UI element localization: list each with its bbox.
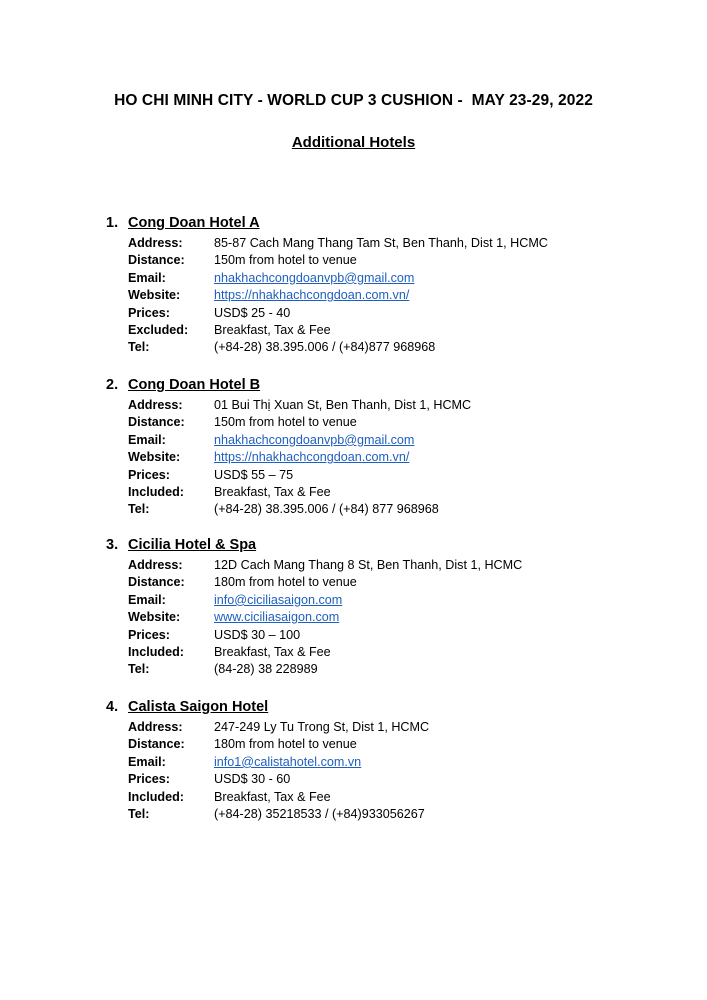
hotel-heading <box>106 699 666 719</box>
hotel-detail-row <box>106 397 666 414</box>
website-link[interactable]: www.ciciliasaigon.com <box>214 610 340 625</box>
detail-value: (+84-28) 35218533 / (+84)933056267 <box>214 806 425 821</box>
hotel-detail-row <box>106 592 666 609</box>
detail-label: Website: <box>128 288 181 303</box>
hotel-name: Cong Doan Hotel A <box>128 215 260 231</box>
hotel-heading <box>106 215 666 235</box>
detail-value: USD$ 55 – 75 <box>214 467 294 482</box>
hotel-detail-row <box>106 661 666 678</box>
detail-label: Email: <box>128 592 166 607</box>
detail-label: Distance: <box>128 737 185 752</box>
detail-value: 180m from hotel to venue <box>214 737 357 752</box>
detail-label: Address: <box>128 720 183 734</box>
detail-value: 150m from hotel to venue <box>214 253 357 268</box>
detail-label: Excluded: <box>128 322 189 337</box>
email-link[interactable]: info@ciciliasaigon.com <box>214 592 343 607</box>
detail-label: Tel: <box>128 340 150 355</box>
detail-label: Email: <box>128 754 166 769</box>
hotel-name: Calista Saigon Hotel <box>128 699 269 715</box>
page-subtitle: Additional Hotels <box>291 134 416 151</box>
detail-label: Distance: <box>128 575 185 590</box>
hotel-detail-row <box>106 287 666 304</box>
detail-label: Prices: <box>128 467 171 482</box>
detail-value: USD$ 30 – 100 <box>214 627 301 642</box>
hotel-name: Cicilia Hotel & Spa <box>128 537 257 553</box>
detail-value: 85-87 Cach Mang Thang Tam St, Ben Thanh, Dist 1, HCMC <box>214 236 548 250</box>
hotel-number: 3. <box>106 537 119 553</box>
hotel-detail-row <box>106 484 666 501</box>
detail-label: Prices: <box>128 772 171 787</box>
detail-label: Website: <box>128 610 181 625</box>
hotel-name: Cong Doan Hotel B <box>128 377 261 393</box>
detail-value: 12D Cach Mang Thang 8 St, Ben Thanh, Dist 1, HCMC <box>214 558 523 572</box>
detail-value: (+84-28) 38.395.006 / (+84) 877 968968 <box>214 502 439 517</box>
hotel-detail-row <box>106 501 666 518</box>
hotel-detail-row <box>106 627 666 644</box>
detail-value: 247-249 Ly Tu Trong St, Dist 1, HCMC <box>214 720 430 734</box>
detail-value: Breakfast, Tax & Fee <box>214 484 331 499</box>
hotel-number: 2. <box>106 377 119 393</box>
page-title: HO CHI MINH CITY - WORLD CUP 3 CUSHION - MAY 23-29, 2022 <box>114 92 593 109</box>
hotel-detail-row <box>106 270 666 287</box>
hotel-detail-row <box>106 467 666 484</box>
detail-value: Breakfast, Tax & Fee <box>214 789 331 804</box>
hotel-detail-row <box>106 736 666 753</box>
hotel-detail-row <box>106 771 666 788</box>
detail-value: USD$ 30 - 60 <box>214 772 291 787</box>
hotel-number: 1. <box>106 215 119 231</box>
hotel-detail-row <box>106 644 666 661</box>
hotel-detail-row <box>106 719 666 736</box>
detail-value: USD$ 25 - 40 <box>214 305 291 320</box>
detail-label: Included: <box>128 644 184 659</box>
detail-label: Website: <box>128 450 181 465</box>
hotel-detail-row <box>106 449 666 466</box>
website-link[interactable]: https://nhakhachcongdoan.com.vn/ <box>214 288 410 303</box>
hotel-detail-row <box>106 557 666 574</box>
detail-value: 01 Bui Thị Xuan St, Ben Thanh, Dist 1, HCMC <box>214 398 472 412</box>
detail-value: Breakfast, Tax & Fee <box>214 322 331 337</box>
hotel-number: 4. <box>106 699 119 715</box>
hotel-detail-row <box>106 252 666 269</box>
detail-label: Distance: <box>128 415 185 430</box>
detail-value: Breakfast, Tax & Fee <box>214 644 331 659</box>
detail-label: Prices: <box>128 627 171 642</box>
hotel-detail-row <box>106 754 666 771</box>
email-link[interactable]: nhakhachcongdoanvpb@gmail.com <box>214 432 415 447</box>
detail-label: Email: <box>128 432 166 447</box>
detail-label: Email: <box>128 270 166 285</box>
hotel-detail-row <box>106 432 666 449</box>
detail-label: Distance: <box>128 253 185 268</box>
hotel-entry <box>106 377 666 519</box>
hotel-entry <box>106 699 666 823</box>
hotel-detail-row <box>106 305 666 322</box>
hotel-detail-row <box>106 574 666 591</box>
hotel-detail-row <box>106 322 666 339</box>
detail-value: (+84-28) 38.395.006 / (+84)877 968968 <box>214 340 436 355</box>
website-link[interactable]: https://nhakhachcongdoan.com.vn/ <box>214 450 410 465</box>
detail-value: (84-28) 38 228989 <box>214 662 318 677</box>
detail-label: Address: <box>128 236 183 250</box>
detail-label: Prices: <box>128 305 171 320</box>
hotel-detail-row <box>106 609 666 626</box>
hotel-detail-row <box>106 235 666 252</box>
detail-value: 150m from hotel to venue <box>214 415 357 430</box>
hotel-heading <box>106 377 666 397</box>
hotel-heading <box>106 537 666 557</box>
email-link[interactable]: info1@calistahotel.com.vn <box>214 754 362 769</box>
hotel-entry <box>106 537 666 679</box>
detail-label: Tel: <box>128 806 150 821</box>
hotel-entry <box>106 215 666 357</box>
hotel-detail-row <box>106 339 666 356</box>
detail-label: Address: <box>128 558 183 572</box>
detail-label: Tel: <box>128 502 150 517</box>
detail-label: Tel: <box>128 662 150 677</box>
detail-label: Included: <box>128 789 184 804</box>
email-link[interactable]: nhakhachcongdoanvpb@gmail.com <box>214 270 415 285</box>
hotel-detail-row <box>106 414 666 431</box>
detail-label: Address: <box>128 398 183 412</box>
detail-value: 180m from hotel to venue <box>214 575 357 590</box>
detail-label: Included: <box>128 484 184 499</box>
hotel-detail-row <box>106 789 666 806</box>
hotel-detail-row <box>106 806 666 823</box>
